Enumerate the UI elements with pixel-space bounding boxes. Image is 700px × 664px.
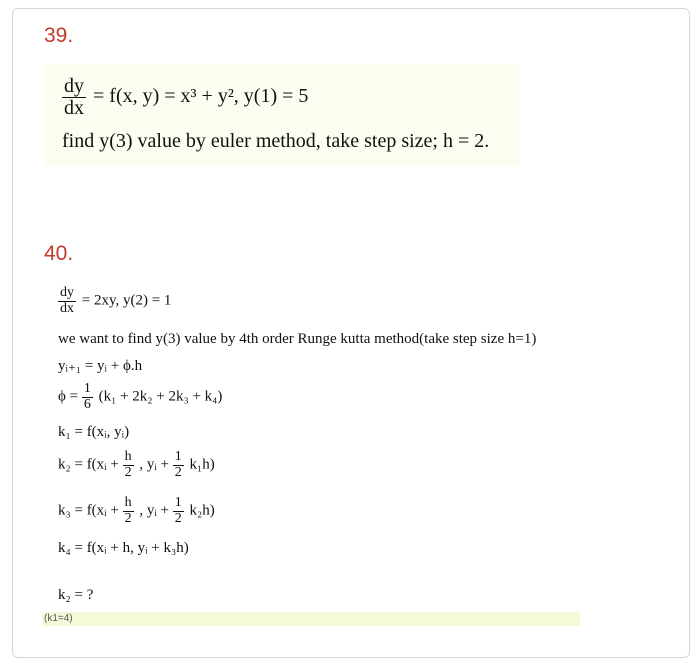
formula-step: yᵢ₊₁ = yᵢ + ϕ.h (58, 358, 143, 374)
question-40-instruction: we want to find y(3) value by 4th order Runge kutta method(take step size h=1) (58, 331, 537, 347)
h-half-fraction (123, 496, 134, 526)
fraction-numerator: h (124, 495, 132, 510)
question-40-number: 40. (44, 242, 74, 265)
question-39-box (44, 64, 520, 166)
fraction-denominator: 6 (83, 396, 91, 412)
fraction-numerator: 1 (83, 381, 91, 396)
one-sixth-fraction (82, 382, 93, 412)
formula-k4: k₄ = f(xᵢ + h, yᵢ + k₃h) (58, 540, 189, 556)
equation-text: = 2xy, y(2) = 1 (81, 292, 172, 309)
fraction-denominator: 2 (124, 510, 132, 526)
fraction-denominator: dx (64, 97, 84, 119)
phi-lhs: ϕ = (58, 388, 79, 405)
k3-rest: k₂h) (189, 502, 215, 519)
one-half-fraction (173, 496, 184, 526)
question-39-instruction: find y(3) value by euler method, take step size; h = 2. (62, 130, 490, 152)
fraction-denominator: dx (60, 300, 74, 316)
k2-rest: k₁h) (189, 456, 215, 473)
question-k2: k₂ = ? (58, 587, 94, 603)
formula-k2 (58, 450, 215, 480)
question-39-equation (62, 76, 308, 119)
fraction-denominator: 2 (174, 510, 182, 526)
k2-lhs: k₂ = f(xᵢ + (58, 456, 119, 473)
h-half-fraction (123, 450, 134, 480)
k3-lhs: k₃ = f(xᵢ + (58, 502, 119, 519)
one-half-fraction (173, 450, 184, 480)
formula-k3 (58, 496, 215, 526)
formula-phi (58, 382, 222, 412)
equation-text: = f(x, y) = x³ + y², y(1) = 5 (93, 85, 309, 108)
formula-k1: k₁ = f(xᵢ, yᵢ) (58, 424, 130, 440)
fraction-denominator: 2 (124, 464, 132, 480)
hint-note: (k1=4) (42, 612, 580, 626)
phi-rest: (k₁ + 2k₂ + 2k₃ + k₄) (98, 388, 223, 405)
dy-dx-fraction (62, 76, 86, 119)
question-39-number: 39. (44, 24, 74, 47)
fraction-numerator: dy (64, 75, 84, 97)
fraction-numerator: h (124, 449, 132, 464)
k3-mid: , yᵢ + (139, 502, 170, 519)
fraction-numerator: 1 (174, 449, 182, 464)
fraction-numerator: dy (60, 285, 74, 300)
question-40-equation (58, 286, 171, 316)
dy-dx-fraction (58, 286, 76, 316)
k2-mid: , yᵢ + (139, 456, 170, 473)
fraction-numerator: 1 (174, 495, 182, 510)
fraction-denominator: 2 (174, 464, 182, 480)
